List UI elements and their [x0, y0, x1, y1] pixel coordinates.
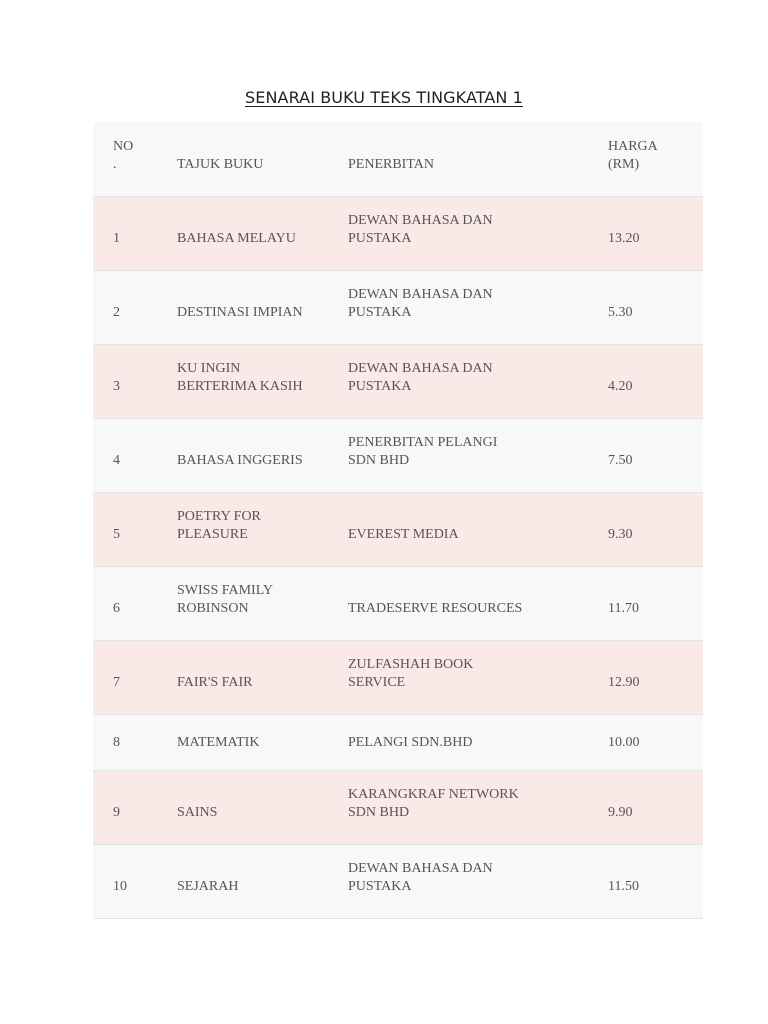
cell-no: 10 [93, 844, 177, 918]
cell-price: 12.90 [608, 640, 703, 714]
cell-no: 6 [93, 566, 177, 640]
table-row [93, 844, 703, 918]
cell-book-title: BAHASA INGGERIS [177, 418, 348, 492]
cell-price: 7.50 [608, 418, 703, 492]
table-row [93, 714, 703, 770]
cell-publisher: TRADESERVE RESOURCES [348, 566, 608, 640]
cell-price: 9.30 [608, 492, 703, 566]
cell-price: 13.20 [608, 196, 703, 270]
cell-price: 11.50 [608, 844, 703, 918]
cell-book-title: SEJARAH [177, 844, 348, 918]
cell-no: 4 [93, 418, 177, 492]
cell-no: 7 [93, 640, 177, 714]
cell-price: 5.30 [608, 270, 703, 344]
table-row [93, 418, 703, 492]
table-row [93, 270, 703, 344]
cell-price: 11.70 [608, 566, 703, 640]
cell-no: 5 [93, 492, 177, 566]
textbook-table [93, 122, 703, 919]
table-row [93, 566, 703, 640]
header-price: HARGA (RM) [608, 122, 703, 196]
cell-publisher: EVEREST MEDIA [348, 492, 608, 566]
table-row [93, 492, 703, 566]
cell-publisher: ZULFASHAH BOOK SERVICE [348, 640, 608, 714]
cell-no: 1 [93, 196, 177, 270]
cell-book-title: SWISS FAMILY ROBINSON [177, 566, 348, 640]
page-title: SENARAI BUKU TEKS TINGKATAN 1 [245, 88, 523, 107]
cell-publisher: DEWAN BAHASA DAN PUSTAKA [348, 344, 608, 418]
header-title: TAJUK BUKU [177, 122, 348, 196]
cell-no: 3 [93, 344, 177, 418]
cell-publisher: DEWAN BAHASA DAN PUSTAKA [348, 196, 608, 270]
cell-price: 4.20 [608, 344, 703, 418]
cell-book-title: FAIR'S FAIR [177, 640, 348, 714]
cell-price: 9.90 [608, 770, 703, 844]
cell-publisher: DEWAN BAHASA DAN PUSTAKA [348, 844, 608, 918]
cell-book-title: MATEMATIK [177, 714, 348, 770]
table-row [93, 770, 703, 844]
table-row [93, 344, 703, 418]
cell-book-title: DESTINASI IMPIAN [177, 270, 348, 344]
cell-book-title: POETRY FOR PLEASURE [177, 492, 348, 566]
cell-no: 2 [93, 270, 177, 344]
cell-no: 9 [93, 770, 177, 844]
cell-book-title: BAHASA MELAYU [177, 196, 348, 270]
cell-publisher: PELANGI SDN.BHD [348, 714, 608, 770]
header-no: NO . [93, 122, 177, 196]
cell-price: 10.00 [608, 714, 703, 770]
cell-publisher: PENERBITAN PELANGI SDN BHD [348, 418, 608, 492]
cell-publisher: KARANGKRAF NETWORK SDN BHD [348, 770, 608, 844]
header-publisher: PENERBITAN [348, 122, 608, 196]
cell-book-title: SAINS [177, 770, 348, 844]
table-header-row [93, 122, 703, 196]
cell-publisher: DEWAN BAHASA DAN PUSTAKA [348, 270, 608, 344]
table-row [93, 196, 703, 270]
cell-no: 8 [93, 714, 177, 770]
table-row [93, 640, 703, 714]
cell-book-title: KU INGIN BERTERIMA KASIH [177, 344, 348, 418]
